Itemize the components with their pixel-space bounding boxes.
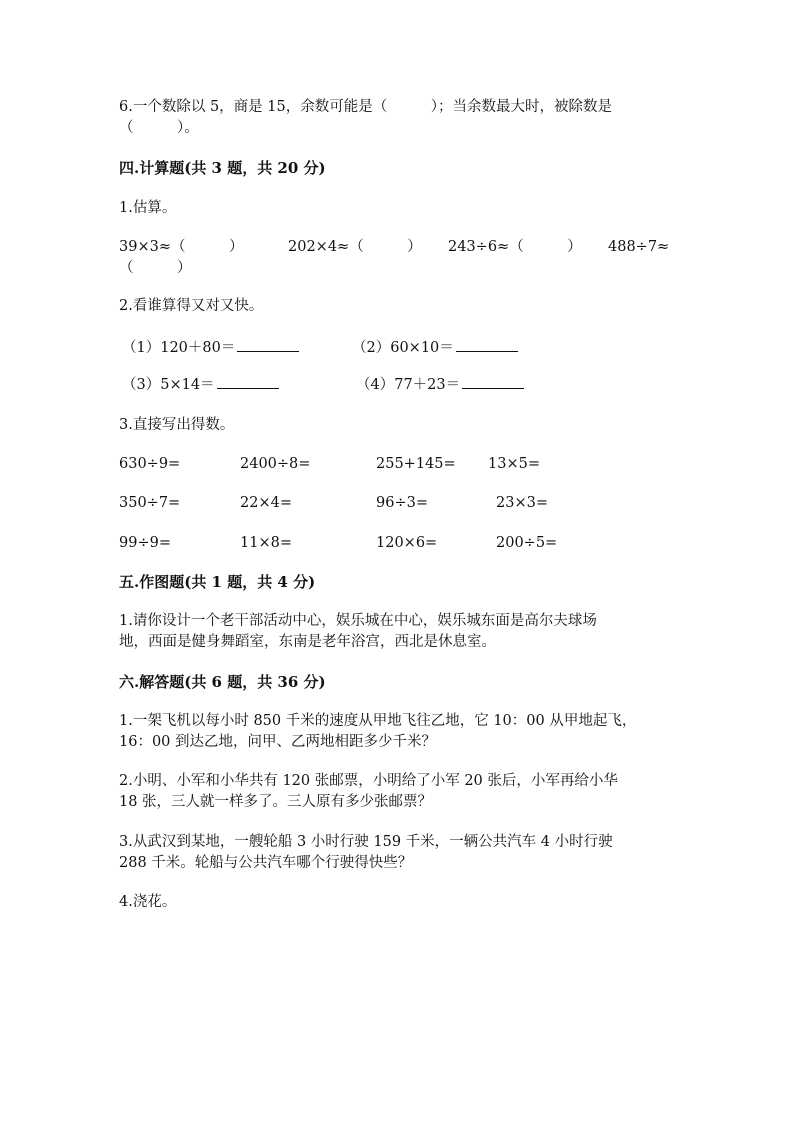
direct-calc-r2c2: 22×4= — [240, 495, 292, 511]
direct-calc-r1c2: 2400÷8= — [240, 456, 311, 472]
s6-p2-line-2: 18 张，三人就一样多了。三人原有多少张邮票？ — [119, 794, 433, 810]
estimate-item-4: 488÷7≈ — [608, 239, 670, 255]
quick-calc-1 — [122, 337, 299, 358]
s4-p3-title: 3.直接写出得数。 — [119, 417, 235, 433]
q6-line-2: （ ）。 — [119, 120, 199, 136]
s6-p3-line-2: 288 千米。轮船与公共汽车哪个行驶得快些？ — [119, 855, 413, 871]
s6-p1-line-1: 1.一架飞机以每小时 850 千米的速度从甲地飞往乙地，它 10：00 从甲地起飞， — [119, 713, 637, 729]
section-5-title: 五.作图题(共 1 题，共 4 分) — [119, 573, 316, 591]
answer-blank[interactable] — [237, 337, 299, 352]
s6-p3-line-1: 3.从武汉到某地，一艘轮船 3 小时行驶 159 千米，一辆公共汽车 4 小时行驶 — [119, 834, 613, 850]
estimate-item-1: 39×3≈（ ） — [119, 239, 244, 255]
estimate-item-4-answer: （ ） — [119, 260, 192, 276]
q6-line-1: 6.一个数除以 5，商是 15，余数可能是（ ）；当余数最大时，被除数是 — [119, 99, 612, 115]
direct-calc-r1c4: 13×5= — [488, 456, 540, 472]
direct-calc-r1c3: 255+145= — [376, 456, 456, 472]
s4-p2-title: 2.看谁算得又对又快。 — [119, 298, 264, 314]
quick-calc-1-expr: （1）120＋80＝ — [122, 340, 236, 356]
s5-p1-line-2: 地，西面是健身舞蹈室，东南是老年浴宫，西北是休息室。 — [119, 634, 496, 650]
answer-blank[interactable] — [217, 374, 279, 389]
direct-calc-r3c4: 200÷5= — [496, 535, 558, 551]
direct-calc-r3c2: 11×8= — [240, 535, 292, 551]
direct-calc-r2c1: 350÷7= — [119, 495, 181, 511]
quick-calc-4-expr: （4）77＋23＝ — [356, 377, 461, 393]
quick-calc-2-expr: （2）60×10＝ — [352, 340, 454, 356]
s4-p1-title: 1.估算。 — [119, 200, 177, 216]
answer-blank[interactable] — [456, 337, 518, 352]
s5-p1-line-1: 1.请你设计一个老干部活动中心，娱乐城在中心，娱乐城东面是高尔夫球场 — [119, 613, 597, 629]
direct-calc-r3c1: 99÷9= — [119, 535, 171, 551]
direct-calc-r2c4: 23×3= — [496, 495, 548, 511]
quick-calc-2 — [352, 337, 518, 358]
section-6-title: 六.解答题(共 6 题，共 36 分) — [119, 673, 326, 691]
section-4-title: 四.计算题(共 3 题，共 20 分) — [119, 159, 326, 177]
direct-calc-r2c3: 96÷3= — [376, 495, 428, 511]
estimate-item-2: 202×4≈（ ） — [288, 239, 422, 255]
s6-p4-title: 4.浇花。 — [119, 894, 177, 910]
direct-calc-r3c3: 120×6= — [376, 535, 438, 551]
quick-calc-4 — [356, 374, 524, 395]
quick-calc-3 — [122, 374, 279, 395]
answer-blank[interactable] — [462, 374, 524, 389]
s6-p1-line-2: 16：00 到达乙地，问甲、乙两地相距多少千米？ — [119, 734, 437, 750]
direct-calc-r1c1: 630÷9= — [119, 456, 181, 472]
estimate-item-3: 243÷6≈（ ） — [448, 239, 582, 255]
s6-p2-line-1: 2.小明、小军和小华共有 120 张邮票，小明给了小军 20 张后，小军再给小华 — [119, 773, 618, 789]
quick-calc-3-expr: （3）5×14＝ — [122, 377, 215, 393]
